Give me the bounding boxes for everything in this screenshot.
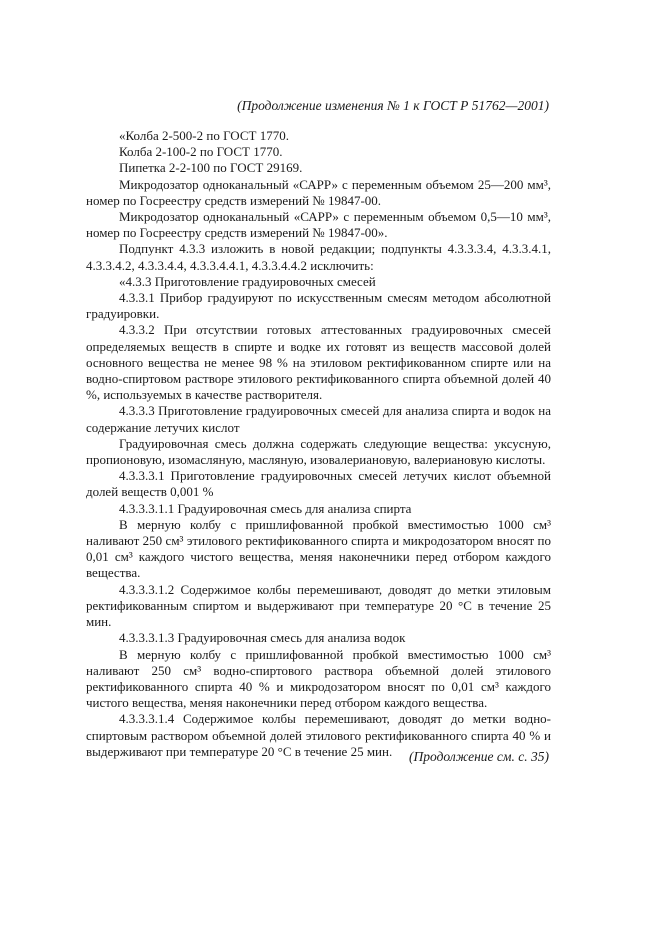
paragraph: 4.3.3.3.1 Приготовление градуировочных смесей летучих кислот объемной долей веществ 0,001 %: [86, 468, 551, 500]
continuation-note: (Продолжение см. с. 35): [409, 749, 549, 764]
paragraph: 4.3.3.1 Прибор градуируют по искусственным смесям методом абсолютной градуировки.: [86, 290, 551, 322]
paragraph: Пипетка 2-2-100 по ГОСТ 29169.: [119, 160, 303, 176]
paragraph: Микродозатор одноканальный «САРР» с переменным объемом 0,5—10 мм³, номер по Госреестру средств измерений № 19847-00».: [86, 209, 551, 241]
paragraph: 4.3.3.3.1.1 Градуировочная смесь для анализа спирта: [119, 500, 412, 516]
paragraph: Колба 2-100-2 по ГОСТ 1770.: [119, 144, 283, 160]
paragraph: 4.3.3.2 При отсутствии готовых аттестованных градуировочных смесей определяемых веществ в спирте и водке их готовят из веществ массовой долей основного вещества не менее 98 % на этиловом ректификованном спирте или на водно-спиртовом растворе этилового ректификованного спирта объемной долей 40 %, используемых в качестве растворителя.: [86, 322, 551, 403]
paragraph: Подпункт 4.3.3 изложить в новой редакции; подпункты 4.3.3.3.4, 4.3.3.4.1, 4.3.3.4.2, 4.3.3.4.4, 4.3.3.4.4.1, 4.3.3.4.4.2 исключить:: [86, 241, 551, 273]
section-heading: «4.3.3 Приготовление градуировочных смесей: [119, 273, 376, 289]
paragraph: 4.3.3.3.1.2 Содержимое колбы перемешивают, доводят до метки этиловым ректификованным спиртом и выдерживают при температуре 20 °С в течение 25 мин.: [86, 581, 551, 630]
document-body: [86, 128, 551, 760]
paragraph: В мерную колбу с пришлифованной пробкой вместимостью 1000 см³ наливают 250 см³ водно-спиртового раствора объемной долей этилового ректификованного спирта 40 % и микродозатором вносят по 0,01 см³ каждого чистого вещества, меняя наконечники перед отбором каждого вещества.: [86, 646, 551, 711]
paragraph: В мерную колбу с пришлифованной пробкой вместимостью 1000 см³ наливают 250 см³ этилового ректификованного спирта и микродозатором вносят по 0,01 см³ каждого чистого вещества, меняя наконечники перед отбором каждого вещества.: [86, 516, 551, 581]
paragraph: «Колба 2-500-2 по ГОСТ 1770.: [119, 128, 289, 143]
paragraph: Микродозатор одноканальный «САРР» с переменным объемом 25—200 мм³, номер по Госреестру средств измерений № 19847-00.: [86, 176, 551, 208]
paragraph: Градуировочная смесь должна содержать следующие вещества: уксусную, пропионовую, изомасляную, масляную, изовалериановую, валериановую кислоты.: [86, 435, 551, 468]
running-header: (Продолжение изменения № 1 к ГОСТ Р 51762—2001): [237, 98, 549, 113]
paragraph: 4.3.3.3 Приготовление градуировочных смесей для анализа спирта и водок на содержание летучих кислот: [86, 403, 551, 435]
paragraph: 4.3.3.3.1.4 Содержимое колбы перемешивают, доводят до метки водно-спиртовым раствором объемной долей этилового ректификованного спирта 40 % и выдерживают при температуре 20 °С в течение 25 мин.: [86, 711, 551, 759]
paragraph: 4.3.3.3.1.3 Градуировочная смесь для анализа водок: [119, 630, 406, 646]
